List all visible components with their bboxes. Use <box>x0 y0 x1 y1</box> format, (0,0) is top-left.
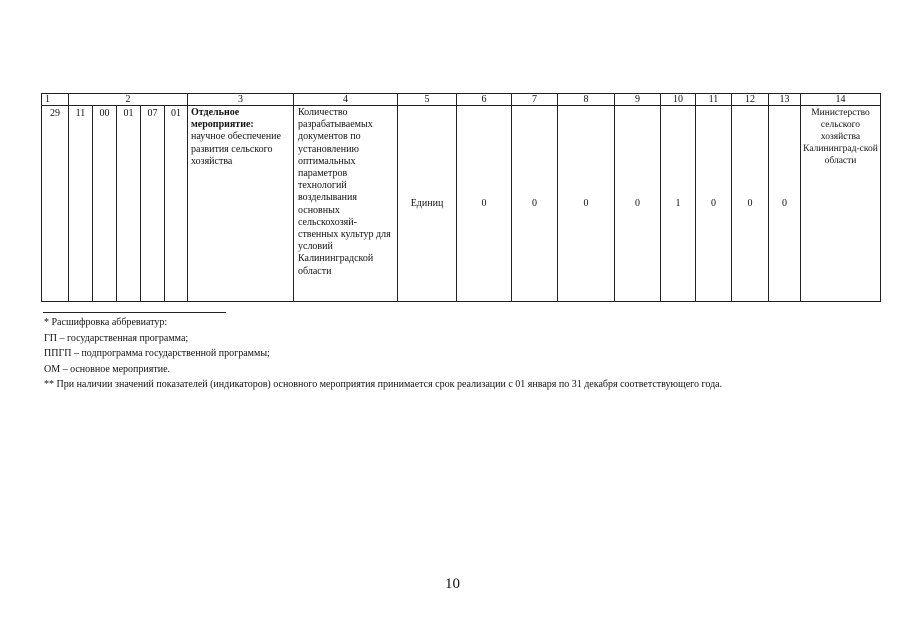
measure-title-bold: Отдельное мероприятие: <box>191 107 254 131</box>
value-cell: 0 <box>769 106 801 302</box>
header-cell: 2 <box>69 94 188 106</box>
code-cell: 29 <box>42 106 69 302</box>
footnote-line: ГП – государственная программа; <box>44 332 189 344</box>
header-cell: 1 <box>42 94 69 106</box>
header-cell: 11 <box>696 94 732 106</box>
value-cell: 0 <box>732 106 769 302</box>
footnote-line: ** При наличии значений показателей (индикаторов) основного мероприятия принимается срок реализации с 01 января по 31 декабря соответствующего года. <box>44 379 723 390</box>
header-cell: 12 <box>732 94 769 106</box>
measure-title-text: научное обеспечение развития сельского хозяйства <box>191 131 281 167</box>
page-number: 10 <box>445 576 460 592</box>
table-row <box>42 106 881 302</box>
code-cell: 01 <box>165 106 188 302</box>
header-cell: 13 <box>769 94 801 106</box>
header-cell: 8 <box>558 94 615 106</box>
table-header-row <box>42 94 881 106</box>
footnote-line: * Расшифровка аббревиатур: <box>44 317 168 328</box>
code-cell: 00 <box>93 106 117 302</box>
header-cell: 3 <box>188 94 294 106</box>
code-cell: 07 <box>141 106 165 302</box>
footnote-line: ОМ – основное мероприятие. <box>44 363 171 375</box>
value-cell: 0 <box>615 106 661 302</box>
code-cell: 11 <box>69 106 93 302</box>
footnote-divider <box>43 312 226 313</box>
value-cell: 0 <box>457 106 512 302</box>
header-cell: 9 <box>615 94 661 106</box>
header-cell: 14 <box>801 94 881 106</box>
header-cell: 10 <box>661 94 696 106</box>
footnotes <box>44 315 884 393</box>
value-cell: 1 <box>661 106 696 302</box>
header-cell: 6 <box>457 94 512 106</box>
header-cell: 4 <box>294 94 398 106</box>
value-cell: 0 <box>512 106 558 302</box>
value-cell: 0 <box>558 106 615 302</box>
measure-name-cell <box>188 106 294 302</box>
indicators-table <box>41 93 881 302</box>
unit-cell: Единиц <box>398 106 457 302</box>
indicator-cell: Количество разрабатываемых документов по установлению оптимальных параметров технологий возделывания основных сельскохозяй-ственных культур для условий Калининградской области <box>294 106 398 302</box>
footnote-line: ППГП – подпрограмма государственной программы; <box>44 348 270 359</box>
header-cell: 7 <box>512 94 558 106</box>
responsible-cell: Министерство сельского хозяйства Калининград-ской области <box>801 106 881 302</box>
header-cell: 5 <box>398 94 457 106</box>
code-cell: 01 <box>117 106 141 302</box>
value-cell: 0 <box>696 106 732 302</box>
